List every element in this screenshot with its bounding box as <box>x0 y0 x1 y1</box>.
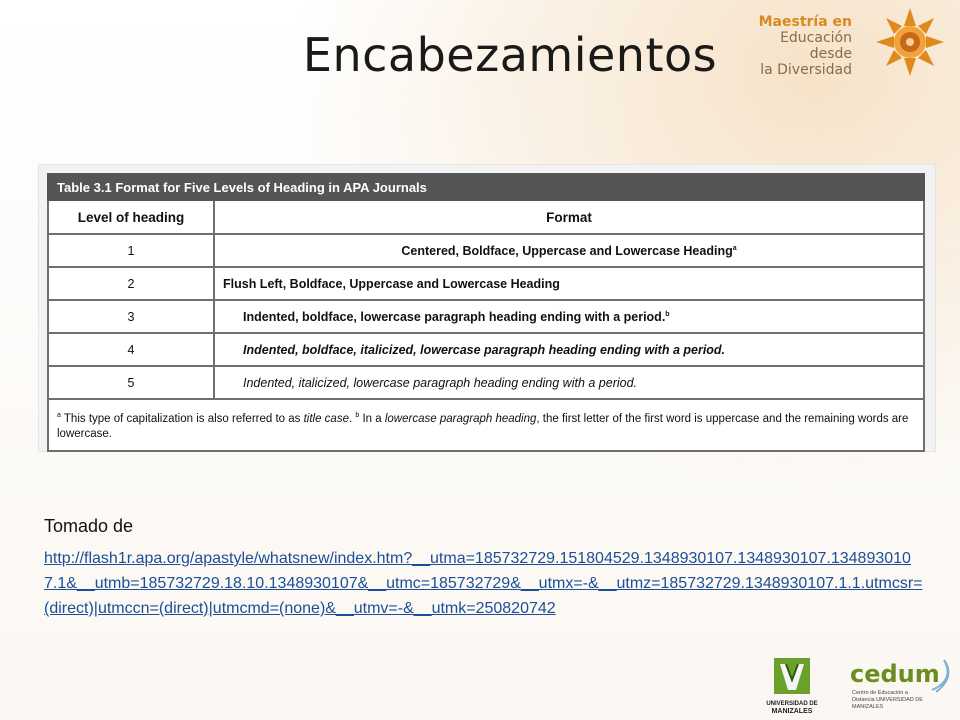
brand-line-3: la Diversidad <box>760 62 852 78</box>
slide-title: Encabezamientos <box>302 28 718 82</box>
apa-heading-table <box>47 173 925 452</box>
table-header-row <box>48 200 924 234</box>
source-label: Tomado de <box>44 516 134 536</box>
sun-logo-icon <box>866 6 958 78</box>
format-text: Flush Left, Boldface, Uppercase and Lowercase Heading <box>223 276 560 291</box>
note-b-end: , the first letter of the first word is uppercase and the remaining words are lowercase. <box>57 412 909 441</box>
note-mark-b: b <box>355 411 360 419</box>
format-text: Indented, boldface, italicized, lowercase paragraph heading ending with a period. <box>243 342 726 357</box>
table-note-row <box>48 399 924 451</box>
cedum-subtitle: Centro de Educación a Distancia UNIVERSIDAD DE MANIZALES <box>852 690 923 710</box>
table-caption-row <box>48 174 924 200</box>
table-row <box>48 300 924 333</box>
level-cell: 2 <box>48 267 214 300</box>
format-cell <box>214 234 924 267</box>
table-caption-label: Table 3.1 <box>57 179 112 195</box>
brand-line-1: Maestría en <box>758 14 852 30</box>
cedum-wordmark: cedum <box>850 660 940 688</box>
column-header-format: Format <box>214 200 924 234</box>
note-b-text: In a <box>359 412 385 425</box>
format-cell <box>214 267 924 300</box>
level-cell: 3 <box>48 300 214 333</box>
cedum-logo <box>846 660 956 716</box>
brand-header <box>740 10 960 78</box>
footnote-mark: b <box>665 310 670 318</box>
university-logo <box>750 656 834 720</box>
format-text: Indented, italicized, lowercase paragraph heading ending with a period. <box>243 375 638 390</box>
note-a-italic: title case <box>303 412 349 425</box>
university-logo-line-2: MANIZALES <box>771 708 813 715</box>
note-mark-a: a <box>57 411 61 419</box>
level-cell: 1 <box>48 234 214 267</box>
table-row <box>48 333 924 366</box>
table-caption-text: Format for Five Levels of Heading in APA Journals <box>115 179 427 195</box>
table-caption <box>48 174 924 200</box>
note-a-end: . <box>348 412 356 425</box>
university-logo-line-1: UNIVERSIDAD DE <box>766 701 818 707</box>
format-cell <box>214 333 924 366</box>
table-row <box>48 267 924 300</box>
university-logo-icon <box>772 656 812 696</box>
format-text: Centered, Boldface, Uppercase and Lowercase Heading <box>401 243 733 258</box>
format-text: Indented, boldface, lowercase paragraph heading ending with a period. <box>243 309 666 324</box>
table-note <box>48 399 924 451</box>
column-header-level: Level of heading <box>48 200 214 234</box>
note-b-italic: lowercase paragraph heading <box>384 412 537 425</box>
footnote-mark: a <box>732 244 737 252</box>
note-a-text: This type of capitalization is also referred to as <box>60 412 304 425</box>
brand-text <box>740 14 852 78</box>
table-row <box>48 234 924 267</box>
apa-table-image <box>38 164 936 452</box>
format-cell <box>214 366 924 399</box>
level-cell: 4 <box>48 333 214 366</box>
format-cell <box>214 300 924 333</box>
level-cell: 5 <box>48 366 214 399</box>
cedum-logo-icon <box>926 654 956 694</box>
table-row <box>48 366 924 399</box>
source-link[interactable]: http://flash1r.apa.org/apastyle/whatsnew/index.htm?__utma=185732729.151804529.1348930107.1348930107.1348930107.1&__utmb=185732729.18.10.1348930107&__utmc=185732729&__utmx=-&__utmz=185732729.1348930107.1.1.utmcsr=(direct)|utmccn=(direct)|utmcmd=(none)&__utmv=-&__utmk=250820742 <box>44 550 923 617</box>
brand-line-2: Educación desde <box>780 30 852 62</box>
